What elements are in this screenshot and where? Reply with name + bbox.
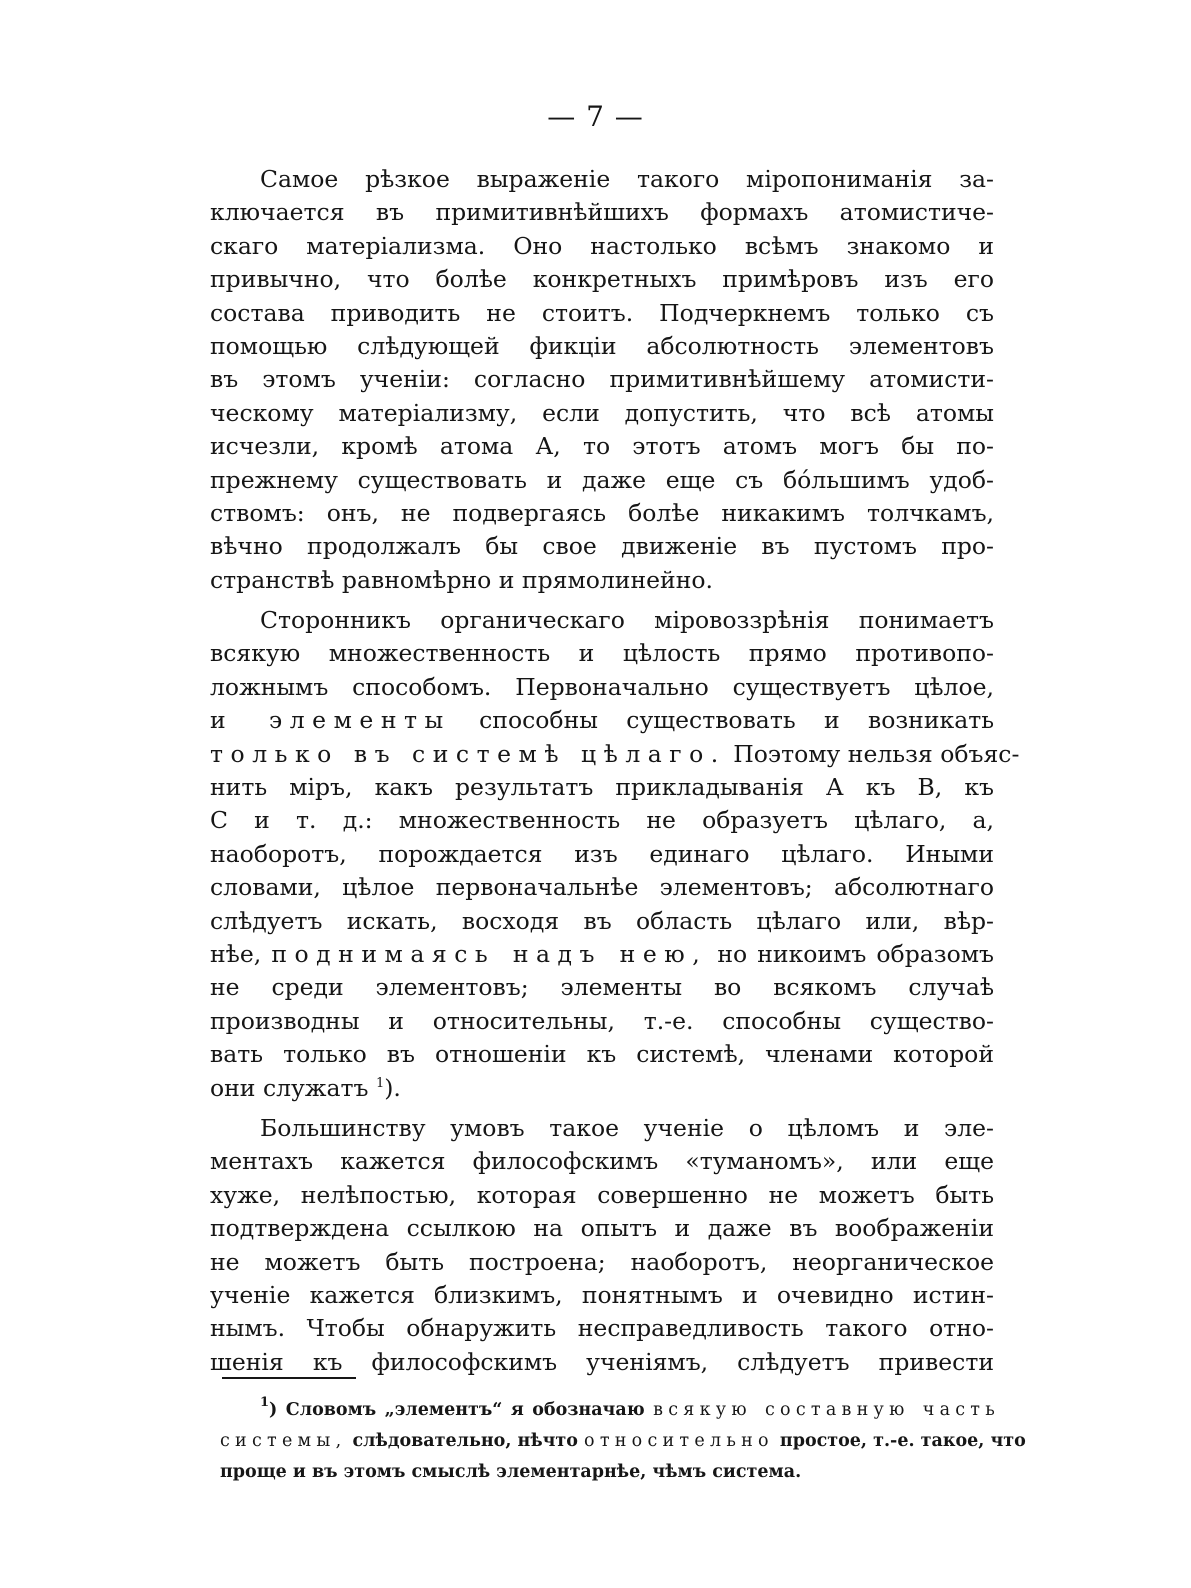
text-line: скаго матеріализма. Оно настолько всѣмъ знакомо и bbox=[210, 231, 994, 260]
spaced-emphasis: относительно bbox=[584, 1431, 774, 1451]
text-line: шенія къ философскимъ ученіямъ, слѣдуетъ привести bbox=[210, 1347, 994, 1376]
footnote-line bbox=[220, 1426, 1026, 1457]
text-line: ложнымъ способомъ. Первоначально существуетъ цѣлое, bbox=[210, 672, 994, 701]
text-line: Самое рѣзкое выраженіе такого міропониманія за- bbox=[260, 165, 994, 193]
text-line: ствомъ: онъ, не подвергаясь болѣе никакимъ толчкамъ, bbox=[210, 498, 994, 527]
text-line: Большинству умовъ такое ученіе о цѣломъ и эле- bbox=[260, 1113, 994, 1142]
footnote-divider bbox=[222, 1377, 356, 1379]
text-span: простое, т.-е. такое, что bbox=[779, 1431, 1026, 1451]
footnote-marker: 1 bbox=[260, 1395, 270, 1410]
text-line: не можетъ быть построена; наоборотъ, неорганическое bbox=[210, 1247, 994, 1276]
text-line: странствѣ равномѣрно и прямолинейно. bbox=[210, 565, 713, 594]
text-line: вать только въ отношеніи къ системѣ, членами которой bbox=[210, 1040, 994, 1069]
text-line: прежнему существовать и даже еще съ бóльшимъ удоб- bbox=[210, 465, 994, 494]
text-line: словами, цѣлое первоначальнѣе элементовъ; абсолютнаго bbox=[210, 873, 994, 902]
text-line: нить міръ, какъ результатъ прикладыванія А къ В, къ bbox=[210, 773, 994, 802]
text-span: ) Словомъ „элементъ“ я обозначаю bbox=[269, 1400, 645, 1420]
text-line: слѣдуетъ искать, восходя въ область цѣлаго или, вѣр- bbox=[210, 906, 994, 935]
text-line: ключается въ примитивнѣйшихъ формахъ атомистиче- bbox=[210, 198, 994, 227]
text-span: способны существовать и возникать bbox=[479, 706, 994, 735]
spaced-emphasis: и элементы bbox=[210, 706, 451, 735]
text-line: привычно, что болѣе конкретныхъ примѣровъ изъ его bbox=[210, 265, 994, 294]
text-line: подтверждена ссылкою на опытъ и даже въ воображеніи bbox=[210, 1214, 994, 1243]
text-span: нѣе, bbox=[210, 939, 262, 968]
main-text bbox=[210, 163, 1020, 1379]
text-line: въ этомъ ученіи: согласно примитивнѣйшему атомисти- bbox=[210, 365, 994, 394]
footnote bbox=[220, 1395, 1026, 1488]
text-span: ). bbox=[384, 1073, 401, 1102]
text-line: Сторонникъ органическаго міровоззрѣнія понимаетъ bbox=[260, 606, 994, 635]
spaced-emphasis: системы, bbox=[220, 1431, 347, 1451]
spaced-emphasis: поднимаясь надъ нею, bbox=[271, 939, 708, 968]
spaced-emphasis: всякую составную часть bbox=[653, 1400, 1001, 1420]
text-line: С и т. д.: множественность не образуетъ цѣлаго, а, bbox=[210, 806, 994, 835]
text-span: они служатъ bbox=[210, 1073, 369, 1102]
footnote-reference: 1 bbox=[375, 1075, 385, 1091]
page-number: — 7 — bbox=[547, 100, 644, 133]
spaced-emphasis: только въ системѣ цѣлаго. bbox=[210, 739, 726, 768]
footnote-line: проще и въ этомъ смыслѣ элементарнѣе, чѣмъ система. bbox=[220, 1462, 802, 1482]
text-line: ческому матеріализму, если допустить, что всѣ атомы bbox=[210, 398, 994, 427]
text-line: помощью слѣдующей фикціи абсолютность элементовъ bbox=[210, 331, 994, 360]
text-line: исчезли, кромѣ атома А, то этотъ атомъ могъ бы по- bbox=[210, 432, 994, 461]
text-line: хуже, нелѣпостью, которая совершенно не можетъ быть bbox=[210, 1180, 994, 1209]
text-line bbox=[210, 738, 1020, 771]
footnote-line bbox=[220, 1395, 1000, 1426]
text-line bbox=[210, 1072, 994, 1105]
text-span: Поэтому нельзя объяс- bbox=[733, 739, 1020, 768]
text-line: состава приводить не стоитъ. Подчеркнемъ только съ bbox=[210, 298, 994, 327]
text-line: вѣчно продолжалъ бы свое движеніе въ пустомъ про- bbox=[210, 532, 994, 561]
text-span: слѣдовательно, нѣчто bbox=[352, 1431, 578, 1451]
text-line bbox=[210, 704, 994, 737]
text-line: ученіе кажется близкимъ, понятнымъ и очевидно истин- bbox=[210, 1280, 994, 1309]
text-line: ментахъ кажется философскимъ «туманомъ», или еще bbox=[210, 1147, 994, 1176]
text-span: но никоимъ образомъ bbox=[717, 939, 994, 968]
text-line: не среди элементовъ; элементы во всякомъ случаѣ bbox=[210, 973, 994, 1002]
text-line: наоборотъ, порождается изъ единаго цѣлаго. Иными bbox=[210, 839, 994, 868]
text-line: нымъ. Чтобы обнаружить несправедливость такого отно- bbox=[210, 1314, 994, 1343]
text-line: всякую множественность и цѣлость прямо противопо- bbox=[210, 639, 994, 668]
text-line bbox=[210, 938, 994, 971]
text-line: производны и относительны, т.-е. способны существо- bbox=[210, 1006, 994, 1035]
